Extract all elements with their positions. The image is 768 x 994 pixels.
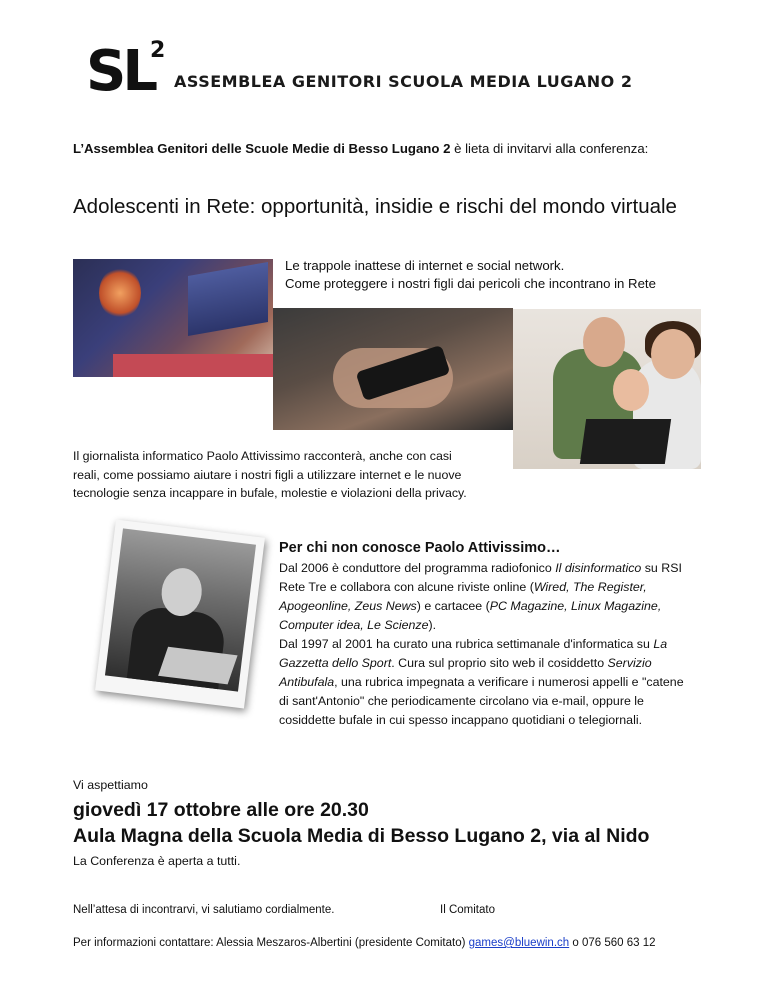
header-title: ASSEMBLEA GENITORI SCUOLA MEDIA LUGANO 2 xyxy=(174,72,633,91)
intro-rest: è lieta di invitarvi alla conferenza: xyxy=(450,141,649,156)
subtitle-line: Le trappole inattese di internet e social network. xyxy=(285,258,565,273)
bio-line: cosiddette bufale in cui spesso incappano quotidiani o telegiornali. xyxy=(279,713,643,727)
bio-line: di sant'Antonio" che periodicamente circolano via e-mail, oppure le xyxy=(279,694,644,708)
bio-line xyxy=(279,635,719,654)
photo-teen-computer xyxy=(73,259,273,377)
bio-text: ) e cartacee ( xyxy=(416,599,490,613)
footer-prefix: Per informazioni contattare: Alessia Meszaros-Albertini (presidente Comitato) xyxy=(73,937,469,949)
photo-detail xyxy=(113,354,273,377)
description-line: reali, come possiamo aiutare i nostri figli a utilizzare internet e le nuove xyxy=(73,467,462,482)
photo-detail xyxy=(99,267,141,319)
bio-text: . Cura sul proprio sito web il cosiddetto xyxy=(391,656,608,670)
intro-text xyxy=(73,141,648,156)
photo-detail xyxy=(580,419,671,464)
bio-line xyxy=(279,654,719,673)
bio-line xyxy=(279,597,719,616)
event-location: Aula Magna della Scuola Media di Besso Lugano 2, via al Nido xyxy=(73,825,650,847)
bio-italic: Il disinformatico xyxy=(555,561,642,575)
bio-italic: Antibufala xyxy=(279,675,335,689)
photo-detail xyxy=(651,329,695,379)
bio-text: Dal 1997 al 2001 ha curato una rubrica settimanale d'informatica su xyxy=(279,637,654,651)
footer-suffix: o 076 560 63 12 xyxy=(569,937,656,949)
bio-line xyxy=(279,673,719,692)
bio-italic: Computer idea, Le Scienze xyxy=(279,618,429,632)
subtitle-line: Come proteggere i nostri figli dai pericoli che incontrano in Rete xyxy=(285,276,656,291)
contact-footer xyxy=(73,937,656,949)
bio-text: Rete Tre e collabora con alcune riviste online ( xyxy=(279,580,534,594)
conference-description xyxy=(73,447,513,503)
photo-smartphone-hands xyxy=(273,308,513,430)
bio-italic: La xyxy=(653,637,668,651)
speaker-photo xyxy=(95,520,265,709)
photo-family-laptop xyxy=(513,309,701,469)
photo-detail xyxy=(188,262,268,336)
bio-text: Dal 2006 è conduttore del programma radiofonico xyxy=(279,561,556,575)
event-open-note: La Conferenza è aperta a tutti. xyxy=(73,854,241,868)
bio-line xyxy=(279,616,719,635)
bio-line xyxy=(279,559,719,578)
description-line: Il giornalista informatico Paolo Attivissimo racconterà, anche con casi xyxy=(73,449,452,463)
intro-organization: L’Assemblea Genitori delle Scuole Medie di Besso Lugano 2 xyxy=(73,141,451,156)
email-link[interactable]: games@bluewin.ch xyxy=(468,937,570,949)
closing-signature: Il Comitato xyxy=(440,904,495,916)
bio-line xyxy=(279,578,719,597)
school-logo xyxy=(86,38,168,104)
description-line: tecnologie senza incappare in bufale, molestie e violazioni della privacy. xyxy=(73,486,467,500)
bio-text: ). xyxy=(428,618,437,632)
bio-italic: Apogeonline, Zeus News xyxy=(279,599,417,613)
bio-title: Per chi non conosce Paolo Attivissimo… xyxy=(279,540,561,556)
conference-title: Adolescenti in Rete: opportunità, insidie e rischi del mondo virtuale xyxy=(73,195,677,218)
bio-italic: Wired, The Register, xyxy=(533,580,647,594)
bio-text: , una rubrica impegnata a verificare i numerosi appelli e "catene xyxy=(334,675,684,689)
bio-italic: Servizio xyxy=(607,656,652,670)
bio-text: su RSI xyxy=(641,561,682,575)
closing-greeting: Nell’attesa di incontrarvi, vi salutiamo cordialmente. xyxy=(73,904,335,916)
speaker-photo-image xyxy=(105,528,256,691)
invitation-lead: Vi aspettiamo xyxy=(73,778,148,792)
logo-letters: SL xyxy=(86,39,155,104)
event-date: giovedì 17 ottobre alle ore 20.30 xyxy=(73,799,369,821)
bio-italic: PC Magazine, Linux Magazine, xyxy=(489,599,662,613)
speaker-bio xyxy=(279,559,719,730)
conference-subtitle xyxy=(285,257,656,293)
bio-italic: Gazzetta dello Sport xyxy=(279,656,392,670)
photo-detail xyxy=(583,317,625,367)
logo-superscript: 2 xyxy=(150,38,166,63)
photo-detail xyxy=(613,369,649,411)
